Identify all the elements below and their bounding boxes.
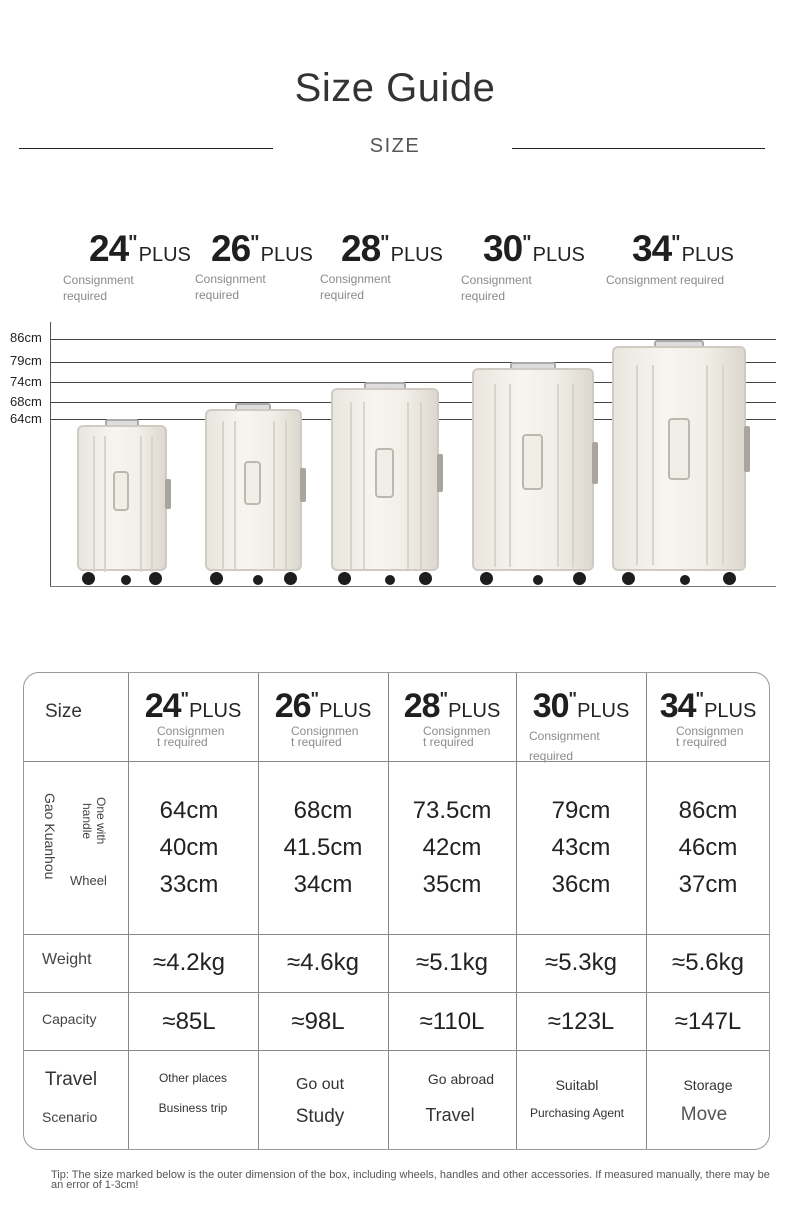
divider-left [19, 148, 273, 149]
inch-mark: " [568, 689, 578, 709]
inch-mark: " [180, 689, 190, 709]
capacity-26: ≈98L [291, 1008, 345, 1035]
scenario-24-line2: Business trip [158, 1101, 228, 1115]
consignment-note: Consignment required [461, 273, 532, 303]
plus-label: PLUS [189, 700, 242, 722]
inch-mark: " [250, 232, 260, 254]
weight-30: ≈5.3kg [545, 949, 617, 976]
dims-label-wrap [42, 793, 62, 903]
size-heading-30 [483, 228, 585, 270]
inch-mark: " [522, 232, 532, 254]
consignment-note: Consignment required [63, 273, 134, 303]
size-number: 26 [274, 687, 311, 725]
size-note-34 [606, 272, 766, 288]
dims-28 [388, 792, 516, 903]
plus-label: PLUS [681, 244, 734, 266]
plus-label: PLUS [532, 244, 585, 266]
size-number: 30 [483, 228, 523, 269]
height-label-74: 74cm [10, 374, 42, 389]
scenario-24-line1: Other places [158, 1071, 228, 1085]
capacity-28: ≈110L [419, 1008, 485, 1035]
plus-label: PLUS [260, 244, 313, 266]
inch-mark: " [439, 689, 449, 709]
consignment-note: Consignmen t required [423, 724, 491, 749]
dims-row-label: Gao Kuanhou [42, 793, 58, 880]
spec-table [23, 672, 770, 1150]
scenario-30-line1: Suitabl [555, 1077, 599, 1093]
consignment-note: Consignment required [195, 272, 266, 302]
dims-26 [258, 792, 388, 903]
page-subtitle: SIZE [369, 135, 421, 157]
scenario-28-line2: Travel [425, 1105, 475, 1125]
size-note-30 [461, 272, 551, 304]
plus-label: PLUS [319, 700, 372, 722]
size-note-26 [195, 271, 285, 303]
ground-line [50, 586, 776, 587]
size-heading-34 [632, 228, 734, 270]
page-title: Size Guide [294, 66, 496, 110]
size-number: 24 [144, 687, 181, 725]
scenario-row-label-2: Scenario [42, 1109, 98, 1125]
capacity-34: ≈147L [674, 1008, 742, 1035]
weight-28: ≈5.1kg [416, 949, 488, 976]
width-value: 40cm [159, 834, 219, 861]
size-heading-24 [89, 228, 191, 270]
depth-value: 36cm [551, 871, 611, 898]
height-label-79: 79cm [10, 353, 42, 368]
plus-label: PLUS [577, 700, 630, 722]
dims-24 [128, 792, 250, 903]
suitcase-34-image [612, 340, 746, 585]
inch-mark: " [310, 689, 320, 709]
plus-label: PLUS [704, 700, 757, 722]
table-size-34 [646, 687, 770, 748]
size-number: 24 [89, 228, 129, 269]
weight-24: ≈4.2kg [153, 949, 225, 976]
weight-34: ≈5.6kg [672, 949, 744, 976]
scenario-30-line2: Purchasing Agent [529, 1106, 625, 1120]
width-value: 42cm [422, 834, 482, 861]
size-note-28 [320, 271, 410, 303]
size-number: 28 [341, 228, 381, 269]
height-value: 68cm [293, 797, 353, 824]
inch-mark: " [128, 232, 138, 254]
height-label-68: 68cm [10, 394, 42, 409]
measurement-tip: Tip: The size marked below is the outer dimension of the box, including wheels, handles and other accessories. If measured manually, there may be an error of 1-3cm! [51, 1169, 770, 1191]
scenario-row-label-1: Travel [45, 1069, 98, 1090]
height-label-86: 86cm [10, 330, 42, 345]
height-value: 64cm [159, 797, 219, 824]
consignment-note: Consignment required [606, 273, 725, 287]
height-value: 86cm [678, 797, 738, 824]
size-heading-28 [341, 228, 443, 270]
scenario-34-line2: Move [680, 1104, 728, 1125]
inch-mark: " [380, 232, 390, 254]
size-note-24 [63, 272, 153, 304]
width-value: 43cm [551, 834, 611, 861]
size-number: 34 [632, 228, 672, 269]
capacity-24: ≈85L [162, 1008, 216, 1035]
depth-value: 35cm [422, 871, 482, 898]
scenario-28-line1: Go abroad [427, 1071, 495, 1087]
size-number: 30 [532, 687, 569, 725]
weight-26: ≈4.6kg [287, 949, 359, 976]
table-size-24 [128, 687, 258, 748]
consignment-note: Consignmen t required [157, 724, 225, 749]
suitcase-24-image [77, 419, 167, 585]
scenario-26-line1: Go out [295, 1076, 345, 1093]
weight-row-label: Weight [42, 951, 92, 968]
capacity-row-label: Capacity [42, 1011, 97, 1027]
table-size-28 [388, 687, 516, 748]
table-size-26 [258, 687, 388, 748]
consignment-note: Consignmen t required [676, 724, 744, 749]
dims-sublabel-wheel: Wheel [70, 873, 107, 888]
height-label-64: 64cm [10, 411, 42, 426]
size-number: 28 [403, 687, 440, 725]
table-size-30 [516, 687, 646, 766]
height-value: 73.5cm [412, 797, 492, 824]
suitcase-30-image [472, 362, 594, 585]
plus-label: PLUS [390, 244, 443, 266]
height-value: 79cm [551, 797, 611, 824]
consignment-note: Consignment required [529, 729, 600, 763]
dims-sublabel-handle: One with handle [80, 797, 108, 845]
depth-value: 33cm [159, 871, 219, 898]
size-heading-26 [211, 228, 313, 270]
consignment-note: Consignmen t required [291, 724, 359, 749]
depth-value: 34cm [293, 871, 353, 898]
width-value: 46cm [678, 834, 738, 861]
consignment-note: Consignment required [320, 272, 391, 302]
scenario-34-line1: Storage [683, 1077, 733, 1093]
inch-mark: " [671, 232, 681, 254]
plus-label: PLUS [138, 244, 191, 266]
size-number: 34 [659, 687, 696, 725]
dims-sub-wrap [80, 791, 114, 851]
size-number: 26 [211, 228, 251, 269]
capacity-30: ≈123L [547, 1008, 615, 1035]
plus-label: PLUS [448, 700, 501, 722]
size-row-label: Size [45, 701, 82, 722]
dims-34 [646, 792, 770, 903]
scenario-26-line2: Study [295, 1106, 345, 1127]
divider-right [512, 148, 765, 149]
inch-mark: " [695, 689, 705, 709]
suitcase-26-image [205, 403, 302, 585]
width-value: 41.5cm [283, 834, 363, 861]
dims-30 [516, 792, 646, 903]
suitcase-28-image [331, 382, 439, 585]
depth-value: 37cm [678, 871, 738, 898]
